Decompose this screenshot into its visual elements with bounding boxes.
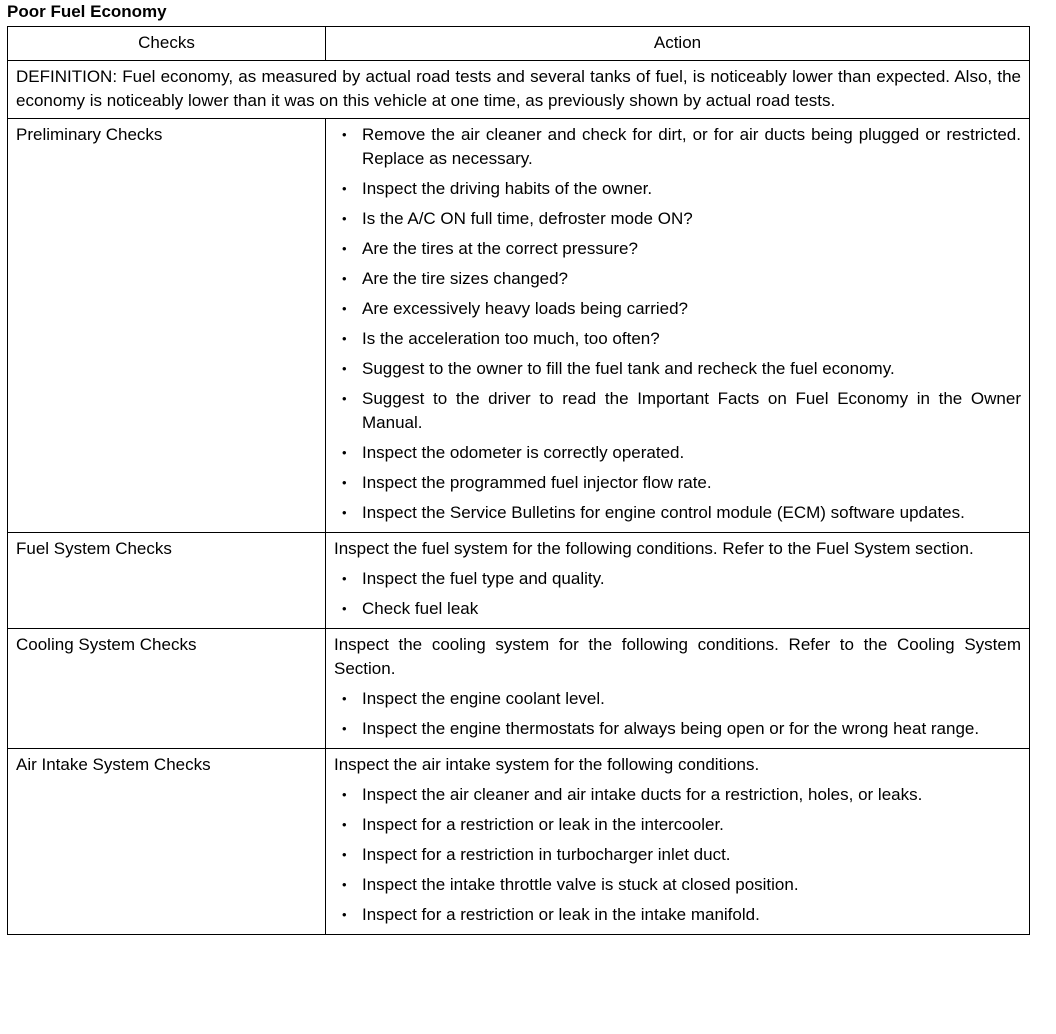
table-row: [8, 749, 1030, 935]
list-item: [334, 357, 1021, 381]
column-header-action: Action: [326, 27, 1030, 61]
check-name: Cooling System Checks: [8, 629, 326, 749]
list-item-text: Are the tires at the correct pressure?: [362, 239, 638, 258]
list-item: [334, 843, 1021, 867]
list-item: [334, 207, 1021, 231]
bullet-icon: •: [342, 817, 347, 832]
list-item: [334, 783, 1021, 807]
list-item: [334, 327, 1021, 351]
bullet-icon: •: [342, 787, 347, 802]
list-item: [334, 903, 1021, 927]
list-item-text: Inspect for a restriction or leak in the intercooler.: [362, 815, 724, 834]
list-item-text: Are excessively heavy loads being carried?: [362, 299, 689, 318]
action-cell: [326, 629, 1030, 749]
list-item: [334, 567, 1021, 591]
bullet-icon: •: [342, 127, 347, 142]
list-item: [334, 237, 1021, 261]
table-row: [8, 533, 1030, 629]
document-page: [7, 2, 1029, 935]
list-item-text: Is the acceleration too much, too often?: [362, 329, 660, 348]
definition-text: DEFINITION: Fuel economy, as measured by actual road tests and several tanks of fuel, is noticeably lower than expected. Also, the economy is noticeably lower than it was on this vehicle at one time, as previously shown by actual road tests.: [8, 61, 1030, 119]
bullet-icon: •: [342, 721, 347, 736]
list-item: [334, 297, 1021, 321]
action-cell: [326, 119, 1030, 533]
list-item-text: Inspect the Service Bulletins for engine control module (ECM) software updates.: [362, 503, 965, 522]
list-item-text: Inspect for a restriction in turbocharger inlet duct.: [362, 845, 731, 864]
list-item-text: Are the tire sizes changed?: [362, 269, 569, 288]
bullet-icon: •: [342, 331, 347, 346]
bullet-icon: •: [342, 601, 347, 616]
list-item-text: Inspect the engine coolant level.: [362, 689, 605, 708]
list-item: [334, 813, 1021, 837]
list-item-text: Check fuel leak: [362, 599, 479, 618]
bullet-icon: •: [342, 445, 347, 460]
list-item-text: Inspect for a restriction or leak in the intake manifold.: [362, 905, 760, 924]
page-title: Poor Fuel Economy: [7, 2, 167, 21]
list-item: [334, 717, 1021, 741]
list-item: [334, 873, 1021, 897]
list-item: [334, 177, 1021, 201]
list-item-text: Remove the air cleaner and check for dirt, or for air ducts being plugged or restricted. Replace as necessary.: [362, 125, 1021, 168]
bullet-icon: •: [342, 691, 347, 706]
action-list: [334, 687, 1021, 741]
bullet-icon: •: [342, 877, 347, 892]
table-row: [8, 629, 1030, 749]
action-intro: Inspect the cooling system for the following conditions. Refer to the Cooling System Section.: [334, 635, 1021, 678]
bullet-icon: •: [342, 475, 347, 490]
list-item-text: Inspect the programmed fuel injector flow rate.: [362, 473, 712, 492]
list-item-text: Inspect the air cleaner and air intake ducts for a restriction, holes, or leaks.: [362, 785, 923, 804]
list-item-text: Suggest to the driver to read the Important Facts on Fuel Economy in the Owner Manual.: [362, 389, 1021, 432]
check-name: Air Intake System Checks: [8, 749, 326, 935]
bullet-icon: •: [342, 571, 347, 586]
bullet-icon: •: [342, 181, 347, 196]
action-cell: [326, 533, 1030, 629]
list-item: [334, 501, 1021, 525]
bullet-icon: •: [342, 391, 347, 406]
list-item: [334, 471, 1021, 495]
list-item: [334, 441, 1021, 465]
action-intro: Inspect the fuel system for the following conditions. Refer to the Fuel System section.: [334, 539, 974, 558]
diagnostic-table: [7, 26, 1030, 935]
action-list: [334, 783, 1021, 927]
list-item-text: Inspect the engine thermostats for always being open or for the wrong heat range.: [362, 719, 980, 738]
bullet-icon: •: [342, 847, 347, 862]
action-list: [334, 123, 1021, 525]
check-name: Preliminary Checks: [8, 119, 326, 533]
list-item: [334, 687, 1021, 711]
list-item: [334, 267, 1021, 291]
check-name: Fuel System Checks: [8, 533, 326, 629]
action-cell: [326, 749, 1030, 935]
list-item: [334, 597, 1021, 621]
list-item: [334, 387, 1021, 435]
bullet-icon: •: [342, 301, 347, 316]
action-intro: Inspect the air intake system for the following conditions.: [334, 755, 760, 774]
list-item-text: Inspect the fuel type and quality.: [362, 569, 605, 588]
list-item: [334, 123, 1021, 171]
list-item-text: Suggest to the owner to fill the fuel tank and recheck the fuel economy.: [362, 359, 895, 378]
list-item-text: Inspect the driving habits of the owner.: [362, 179, 653, 198]
definition-row: [8, 61, 1030, 119]
list-item-text: Inspect the odometer is correctly operated.: [362, 443, 685, 462]
table-header-row: [8, 27, 1030, 61]
bullet-icon: •: [342, 271, 347, 286]
list-item-text: Is the A/C ON full time, defroster mode ON?: [362, 209, 693, 228]
bullet-icon: •: [342, 907, 347, 922]
list-item-text: Inspect the intake throttle valve is stuck at closed position.: [362, 875, 799, 894]
bullet-icon: •: [342, 211, 347, 226]
action-list: [334, 567, 1021, 621]
table-row: [8, 119, 1030, 533]
bullet-icon: •: [342, 505, 347, 520]
column-header-checks: Checks: [8, 27, 326, 61]
bullet-icon: •: [342, 361, 347, 376]
bullet-icon: •: [342, 241, 347, 256]
